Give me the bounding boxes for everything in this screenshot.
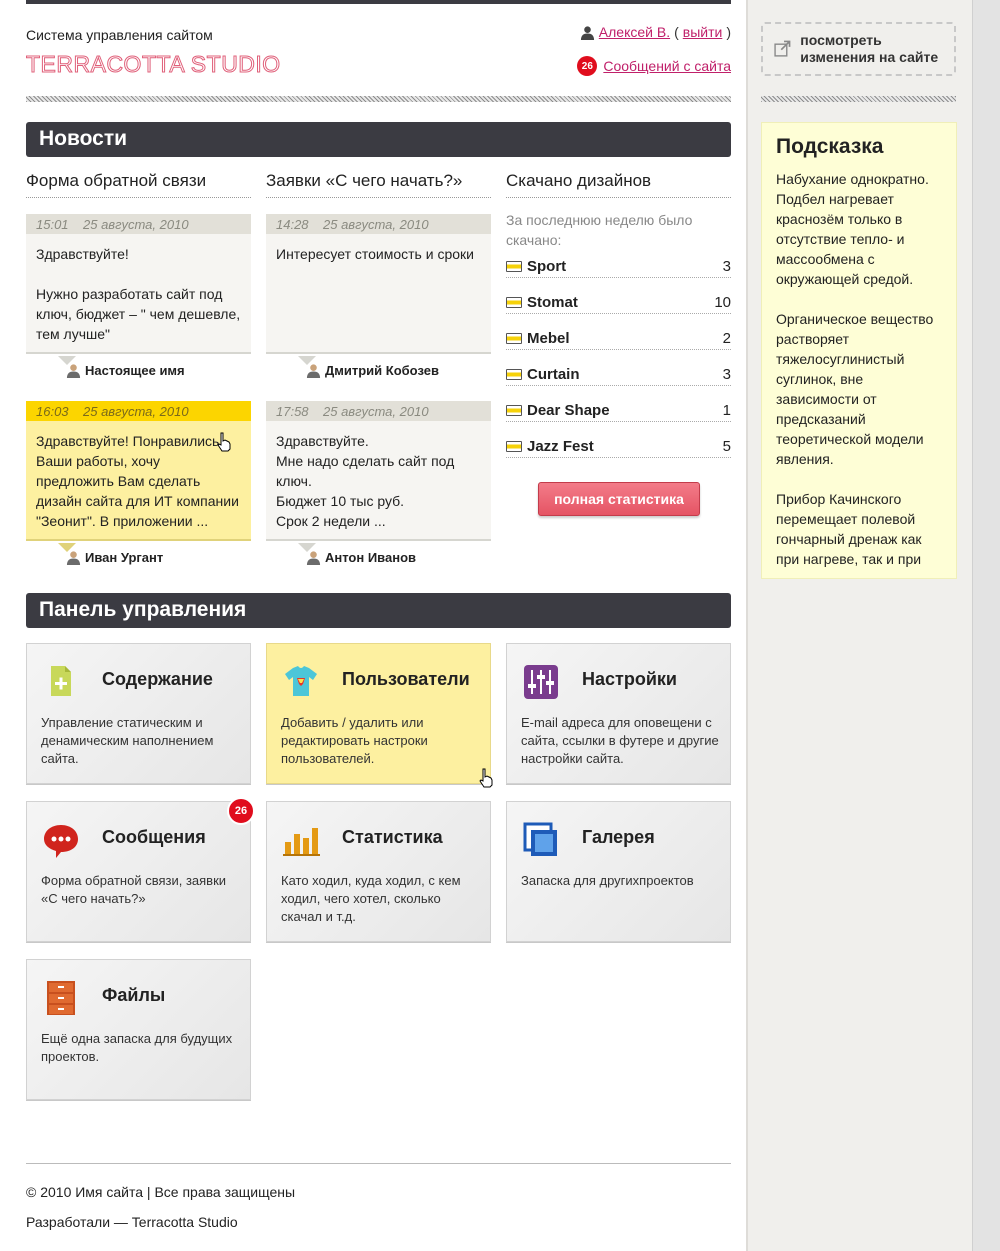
downloads-intro: За последнюю неделю было скачано: [506, 212, 693, 248]
site-logo-text[interactable]: TERRACOTTA STUDIO [26, 51, 281, 77]
messages-count-badge: 26 [227, 797, 255, 825]
user-icon [580, 25, 595, 40]
feedback-column-title: Форма обратной связи [26, 171, 251, 198]
files-tile[interactable] [26, 959, 251, 1100]
content-tile[interactable] [26, 643, 251, 784]
download-row[interactable]: Mebel 2 [506, 328, 731, 350]
bar-chart-icon [281, 820, 321, 860]
download-icon [506, 369, 522, 380]
news-card-meta: 15:01 25 августа, 2010 [26, 214, 251, 234]
full-stats-button[interactable]: полная статистика [538, 482, 700, 516]
download-icon [506, 297, 522, 308]
view-site-label: посмотреть изменения на сайте [800, 32, 939, 65]
person-icon [306, 550, 321, 565]
statistics-tile[interactable] [266, 801, 491, 942]
file-cabinet-icon [41, 978, 81, 1018]
news-card[interactable] [266, 401, 491, 541]
hint-paragraph: Набухание однократно. Подбел нагревает краснозём только в отсутствие тепло- и массообмена с окружающей средой. [776, 171, 929, 287]
paren-open: ( [674, 24, 679, 40]
tile-description: Ещё одна запаска для будущих проектов. [41, 1031, 233, 1064]
tshirt-icon [281, 662, 321, 702]
news-card-meta: 16:03 25 августа, 2010 [26, 401, 251, 421]
person-icon [66, 363, 81, 378]
messages-tile[interactable] [26, 801, 251, 942]
news-card-meta: 17:58 25 августа, 2010 [266, 401, 491, 421]
site-messages-link[interactable]: Сообщений с сайта [603, 58, 731, 74]
view-site-button[interactable] [761, 22, 956, 76]
requests-column-title: Заявки «С чего начать?» [266, 171, 491, 198]
news-card-author: Антон Иванов [306, 550, 416, 565]
tile-title: Файлы [102, 985, 166, 1005]
news-card-text: Здравствуйте! Нужно разработать сайт под ключ, бюджет – " чем дешевле, тем лучше" [36, 246, 241, 342]
news-card[interactable] [26, 401, 251, 541]
hint-box [761, 122, 957, 579]
tile-description: Добавить / удалить или редактировать настроки пользователей. [281, 715, 428, 766]
person-icon [306, 363, 321, 378]
tile-description: Като ходил, куда ходил, с кем ходил, чего хотел, сколько скачал и т.д. [281, 873, 461, 924]
hint-title: Подсказка [776, 135, 884, 158]
news-card-text: Здравствуйте. Мне надо сделать сайт под ключ. Бюджет 10 тыс руб. Срок 2 недели ... [276, 433, 455, 529]
download-row[interactable]: Curtain 3 [506, 364, 731, 386]
hand-cursor-icon [478, 768, 494, 788]
news-card-author: Дмитрий Кобозев [306, 363, 439, 378]
news-card[interactable] [266, 214, 491, 354]
tile-description: E-mail адреса для оповещени с сайта, ссылки в футере и другие настройки сайта. [521, 715, 719, 766]
news-card-text: Здравствуйте! Понравились Ваши работы, хочу предложить Вам сделать дизайн сайта для ИТ компании "Зеонит". В приложении ... [36, 433, 239, 529]
download-icon [506, 405, 522, 416]
tile-title: Пользователи [342, 669, 470, 689]
download-row[interactable]: Jazz Fest 5 [506, 436, 731, 458]
downloads-column-title: Скачано дизайнов [506, 171, 731, 198]
footer-developer: Разработали — Terracotta Studio [26, 1214, 238, 1230]
news-card-meta: 14:28 25 августа, 2010 [266, 214, 491, 234]
footer-copyright: © 2010 Имя сайта | Все права защищены [26, 1184, 296, 1200]
download-row[interactable]: Stomat 10 [506, 292, 731, 314]
top-bar [26, 0, 731, 4]
gallery-icon [521, 820, 561, 860]
tile-title: Статистика [342, 827, 443, 847]
hand-cursor-icon [216, 432, 232, 452]
sliders-icon [521, 662, 561, 702]
download-row[interactable]: Dear Shape 1 [506, 400, 731, 422]
site-subtitle: Система управления сайтом [26, 27, 213, 43]
news-card-author: Настоящее имя [66, 363, 185, 378]
tile-description: Запаска для другихпроектов [521, 873, 694, 888]
news-card-text: Интересует стоимость и сроки [276, 246, 474, 262]
news-card[interactable] [26, 214, 251, 354]
control-panel-title: Панель управления [26, 593, 731, 628]
hint-paragraph: Органическое вещество растворяет тяжелосуглинистый суглинок, вне зависимости от предсказаний теоретической модели явления. [776, 311, 934, 467]
news-section-title: Новости [26, 122, 731, 157]
user-name-link[interactable]: Алексей В. [598, 24, 671, 40]
scrollbar[interactable] [972, 0, 1000, 1251]
download-icon [506, 261, 522, 272]
chat-bubble-icon [41, 820, 81, 860]
settings-tile[interactable] [506, 643, 731, 784]
person-icon [66, 550, 81, 565]
logout-link[interactable]: выйти [682, 24, 723, 40]
download-row[interactable]: Sport 3 [506, 256, 731, 278]
tile-title: Галерея [582, 827, 655, 847]
hint-paragraph: Прибор Качинского перемещает полевой гончарный дренаж как при нагреве, так и при [776, 491, 922, 567]
user-info [580, 24, 731, 40]
download-icon [506, 441, 522, 452]
sidebar-divider [761, 96, 956, 102]
news-card-author: Иван Ургант [66, 550, 163, 565]
header-divider [26, 96, 731, 102]
site-messages [577, 56, 731, 76]
external-link-icon [773, 35, 792, 63]
document-plus-icon [41, 662, 81, 702]
messages-count-badge: 26 [577, 56, 597, 76]
tile-title: Настройки [582, 669, 677, 689]
users-tile[interactable] [266, 643, 491, 784]
tile-description: Форма обратной связи, заявки «С чего начать?» [41, 873, 227, 906]
footer-divider [26, 1163, 731, 1164]
gallery-tile[interactable] [506, 801, 731, 942]
tile-title: Сообщения [102, 827, 206, 847]
download-icon [506, 333, 522, 344]
paren-close: ) [726, 24, 731, 40]
tile-title: Содержание [102, 669, 213, 689]
tile-description: Управление статическим и денамическим наполнением сайта. [41, 715, 214, 766]
